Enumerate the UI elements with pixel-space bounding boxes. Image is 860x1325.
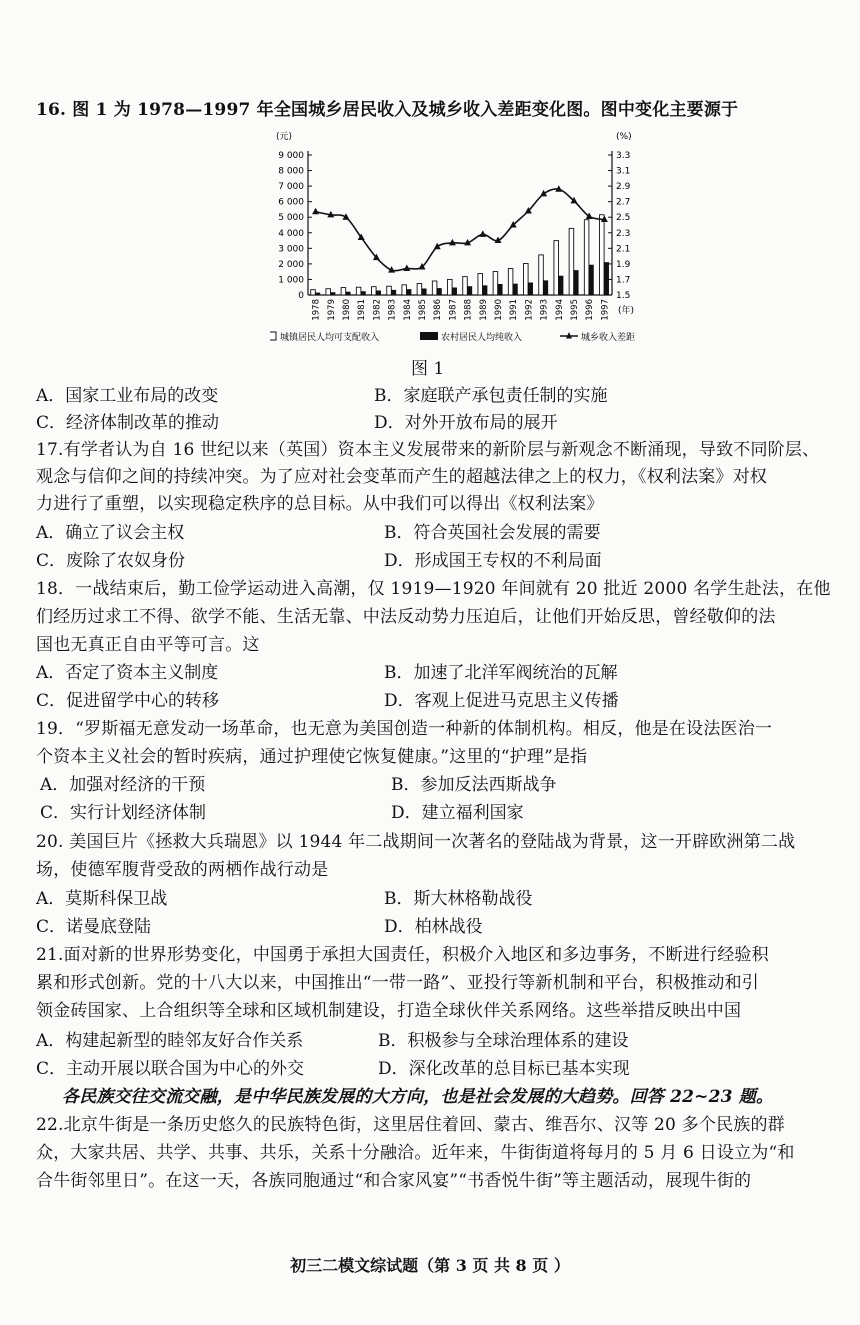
q20-line-1: 20. 美国巨片《拯救大兵瑞恩》以 1944 年二战期间一次著名的登陆战为背景，这一开辟欧洲第二战 bbox=[36, 832, 796, 852]
q17-option-a[interactable]: A．确立了议会主权 bbox=[36, 523, 185, 543]
x-tick-label: 1985 bbox=[418, 299, 428, 321]
urban-income-bar bbox=[448, 279, 453, 295]
q16-option-c[interactable]: C．经济体制改革的推动 bbox=[36, 413, 220, 433]
rural-income-bar bbox=[528, 283, 533, 295]
right-tick-label: 2.1 bbox=[616, 244, 631, 255]
right-tick-label: 1.9 bbox=[616, 259, 631, 270]
q16-option-b[interactable]: B．家庭联产承包责任制的实施 bbox=[374, 386, 608, 406]
q17-option-d[interactable]: D．形成国王专权的不利局面 bbox=[384, 551, 602, 571]
urban-income-bar bbox=[387, 286, 392, 295]
q18-line-2: 们经历过求工不得、欲学不能、生活无靠、中法反动势力压迫后，让他们开始反思，曾经敬仰的法 bbox=[36, 607, 776, 627]
x-tick-label: 1997 bbox=[600, 299, 611, 321]
x-tick-label: 1990 bbox=[494, 299, 504, 321]
rural-income-bar bbox=[452, 288, 457, 295]
q22-line-3: 合牛街邻里日”。在这一天，各族同胞通过“和合家风宴”“书香悦牛街”等主题活动，展现牛街的 bbox=[36, 1171, 752, 1191]
q19-line-2: 个资本主义社会的暂时疾病，通过护理使它恢复健康。”这里的“护理”是指 bbox=[36, 747, 588, 767]
income-gap-point bbox=[586, 212, 593, 219]
urban-income-bar bbox=[311, 290, 316, 295]
q21-option-a[interactable]: A．构建起新型的睦邻友好合作关系 bbox=[36, 1031, 304, 1051]
q22-line-2: 众，大家共居、共学、共事、共乐，关系十分融洽。近年来，牛街街道将每月的 5 月 6 日设立为“和 bbox=[36, 1143, 795, 1163]
q18-line-1: 18．一战结束后，勤工俭学运动进入高潮，仅 1919—1920 年间就有 20 批近 2000 名学生赴法，在他 bbox=[36, 579, 831, 599]
left-tick-label: 7 000 bbox=[278, 182, 304, 193]
section-intro-22-23: 各民族交往交流交融，是中华民族发展的大方向，也是社会发展的大趋势。回答 22~23 题。 bbox=[62, 1087, 774, 1107]
figure-caption: 图 1 bbox=[411, 359, 445, 379]
q18-option-d[interactable]: D．客观上促进马克思主义传播 bbox=[384, 691, 619, 711]
urban-income-bar bbox=[584, 220, 589, 295]
q20-option-c[interactable]: C．诺曼底登陆 bbox=[36, 917, 152, 937]
legend-rural-swatch bbox=[420, 332, 438, 340]
rural-income-bar bbox=[589, 265, 594, 295]
right-tick-label: 3.3 bbox=[616, 151, 631, 161]
urban-income-bar bbox=[463, 277, 468, 295]
urban-income-bar bbox=[539, 255, 544, 295]
rural-income-bar bbox=[498, 284, 503, 295]
legend-urban-swatch bbox=[270, 332, 276, 340]
q21-option-c[interactable]: C．主动开展以联合国为中心的外交 bbox=[36, 1059, 305, 1079]
q19-option-c[interactable]: C．实行计划经济体制 bbox=[40, 803, 207, 823]
right-tick-label: 2.3 bbox=[616, 228, 631, 239]
right-tick-label: 1.7 bbox=[616, 275, 631, 286]
q17-line-1: 17.有学者认为自 16 世纪以来（英国）资本主义发展带来的新阶层与新观念不断涌现，导致不同阶层、 bbox=[36, 440, 820, 460]
urban-income-bar bbox=[524, 263, 529, 295]
legend-urban-label: 城镇居民人均可支配收入 bbox=[280, 333, 380, 343]
rural-income-bar bbox=[346, 292, 351, 295]
q17-option-b[interactable]: B．符合英国社会发展的需要 bbox=[384, 523, 601, 543]
urban-income-bar bbox=[508, 269, 513, 295]
rural-income-bar bbox=[558, 276, 563, 295]
urban-income-bar bbox=[600, 215, 605, 295]
x-tick-label: 1988 bbox=[463, 299, 474, 321]
urban-income-bar bbox=[326, 289, 331, 295]
urban-income-bar bbox=[417, 284, 422, 295]
x-tick-label: 1996 bbox=[585, 299, 596, 321]
left-axis-unit: (元) bbox=[276, 132, 293, 142]
rural-income-bar bbox=[543, 281, 548, 295]
q22-line-1: 22.北京牛街是一条历史悠久的民族特色街，这里居住着回、蒙古、维吾尔、汉等 20 多个民族的群 bbox=[36, 1115, 785, 1135]
x-tick-label: 1984 bbox=[402, 299, 413, 321]
urban-income-bar bbox=[569, 228, 574, 295]
income-gap-point bbox=[479, 230, 486, 237]
income-chart bbox=[270, 127, 690, 352]
urban-income-bar bbox=[493, 272, 498, 295]
q16-option-a[interactable]: A．国家工业布局的改变 bbox=[36, 386, 219, 406]
q17-line-2: 观念与信仰之间的持续冲突。为了应对社会变革而产生的超越法律之上的权力，《权利法案》对权 bbox=[36, 467, 768, 487]
right-tick-label: 2.9 bbox=[616, 182, 631, 193]
q17-option-c[interactable]: C．废除了农奴身份 bbox=[36, 551, 186, 571]
income-gap-line bbox=[316, 189, 605, 271]
page-footer: 初三二模文综试题（第 3 页 共 8 页 ） bbox=[290, 1256, 570, 1275]
rural-income-bar bbox=[513, 284, 518, 295]
legend-rural-label: 农村居民人均纯收入 bbox=[441, 333, 523, 343]
x-axis-unit: (年) bbox=[618, 306, 635, 316]
rural-income-bar bbox=[482, 286, 487, 295]
rural-income-bar bbox=[406, 289, 411, 295]
urban-income-bar bbox=[372, 287, 377, 295]
left-tick-label: 5 000 bbox=[278, 213, 304, 224]
rural-income-bar bbox=[376, 291, 381, 295]
x-tick-label: 1993 bbox=[539, 299, 550, 321]
left-tick-label: 8 000 bbox=[278, 166, 304, 177]
q21-line-2: 累和形式创新。党的十八大以来，中国推出“一带一路”、亚投行等新机制和平台，积极推动和引 bbox=[36, 973, 759, 993]
left-tick-label: 3 000 bbox=[278, 244, 304, 255]
urban-income-bar bbox=[356, 287, 361, 295]
x-tick-label: 1983 bbox=[387, 299, 398, 321]
q18-option-a[interactable]: A．否定了资本主义制度 bbox=[36, 663, 219, 683]
x-tick-label: 1995 bbox=[570, 299, 580, 321]
right-tick-label: 3.1 bbox=[616, 166, 631, 177]
urban-income-bar bbox=[341, 288, 346, 295]
q20-option-b[interactable]: B．斯大林格勒战役 bbox=[384, 889, 533, 909]
rural-income-bar bbox=[604, 262, 609, 295]
rural-income-bar bbox=[467, 287, 472, 295]
q19-option-b[interactable]: B．参加反法西斯战争 bbox=[391, 775, 557, 795]
rural-income-bar bbox=[391, 290, 396, 295]
q20-option-d[interactable]: D．柏林战役 bbox=[384, 917, 483, 937]
urban-income-bar bbox=[432, 281, 437, 295]
x-tick-label: 1987 bbox=[448, 299, 459, 321]
right-tick-label: 2.7 bbox=[616, 197, 631, 208]
q16-option-d[interactable]: D．对外开放布局的展开 bbox=[374, 413, 558, 433]
q20-option-a[interactable]: A．莫斯科保卫战 bbox=[36, 889, 168, 909]
rural-income-bar bbox=[437, 288, 442, 295]
q20-line-2: 场，使德军腹背受敌的两栖作战行动是 bbox=[36, 860, 329, 880]
x-tick-label: 1978 bbox=[311, 299, 322, 321]
x-tick-label: 1979 bbox=[326, 299, 337, 321]
right-tick-label: 2.5 bbox=[616, 213, 631, 224]
legend-gap-label: 城乡收入差距 bbox=[581, 333, 636, 343]
right-tick-label: 1.5 bbox=[616, 291, 631, 301]
left-tick-label: 9 000 bbox=[278, 151, 304, 161]
rural-income-bar bbox=[315, 293, 320, 295]
x-tick-label: 1986 bbox=[433, 299, 444, 321]
q17-line-3: 力进行了重塑，以实现稳定秩序的总目标。从中我们可以得出《权利法案》 bbox=[36, 494, 604, 514]
right-axis-unit: (%) bbox=[616, 132, 632, 142]
rural-income-bar bbox=[361, 292, 366, 295]
left-tick-label: 6 000 bbox=[278, 197, 304, 208]
q19-line-1: 19．“罗斯福无意发动一场革命，也无意为美国创造一种新的体制机构。相反，他是在设法医治一 bbox=[36, 719, 773, 739]
x-tick-label: 1994 bbox=[554, 299, 565, 321]
q18-option-b[interactable]: B．加速了北洋军阀统治的瓦解 bbox=[384, 663, 618, 683]
rural-income-bar bbox=[422, 289, 427, 295]
q19-option-a[interactable]: A．加强对经济的干预 bbox=[40, 775, 206, 795]
q18-option-c[interactable]: C．促进留学中心的转移 bbox=[36, 691, 220, 711]
x-tick-label: 1989 bbox=[478, 299, 489, 321]
q16-stem: 16. 图 1 为 1978—1997 年全国城乡居民收入及城乡收入差距变化图。图中变化主要源于 bbox=[36, 100, 739, 120]
q21-line-3: 领金砖国家、上合组织等全球和区域机制建设，打造全球伙伴关系网络。这些举措反映出中国 bbox=[36, 1001, 742, 1021]
urban-income-bar bbox=[554, 241, 559, 295]
x-tick-label: 1982 bbox=[372, 299, 383, 321]
x-tick-label: 1991 bbox=[509, 299, 520, 321]
left-tick-label: 4 000 bbox=[278, 228, 304, 239]
rural-income-bar bbox=[330, 293, 335, 295]
x-tick-label: 1992 bbox=[524, 299, 535, 321]
q21-option-d[interactable]: D．深化改革的总目标已基本实现 bbox=[378, 1059, 630, 1079]
x-tick-label: 1980 bbox=[342, 299, 352, 321]
left-tick-label: 1 000 bbox=[278, 275, 304, 286]
q21-line-1: 21.面对新的世界形势变化，中国勇于承担大国责任，积极介入地区和多边事务，不断进行经验积 bbox=[36, 945, 769, 965]
rural-income-bar bbox=[574, 270, 579, 295]
urban-income-bar bbox=[402, 285, 407, 295]
left-tick-label: 2 000 bbox=[278, 259, 304, 270]
x-tick-label: 1981 bbox=[357, 299, 368, 321]
left-tick-label: 0 bbox=[298, 291, 304, 301]
q18-line-3: 国也无真正自由平等可言。这 bbox=[36, 635, 260, 655]
q19-option-d[interactable]: D．建立福利国家 bbox=[391, 803, 524, 823]
q21-option-b[interactable]: B．积极参与全球治理体系的建设 bbox=[378, 1031, 629, 1051]
urban-income-bar bbox=[478, 274, 483, 295]
income-gap-point bbox=[312, 208, 319, 215]
